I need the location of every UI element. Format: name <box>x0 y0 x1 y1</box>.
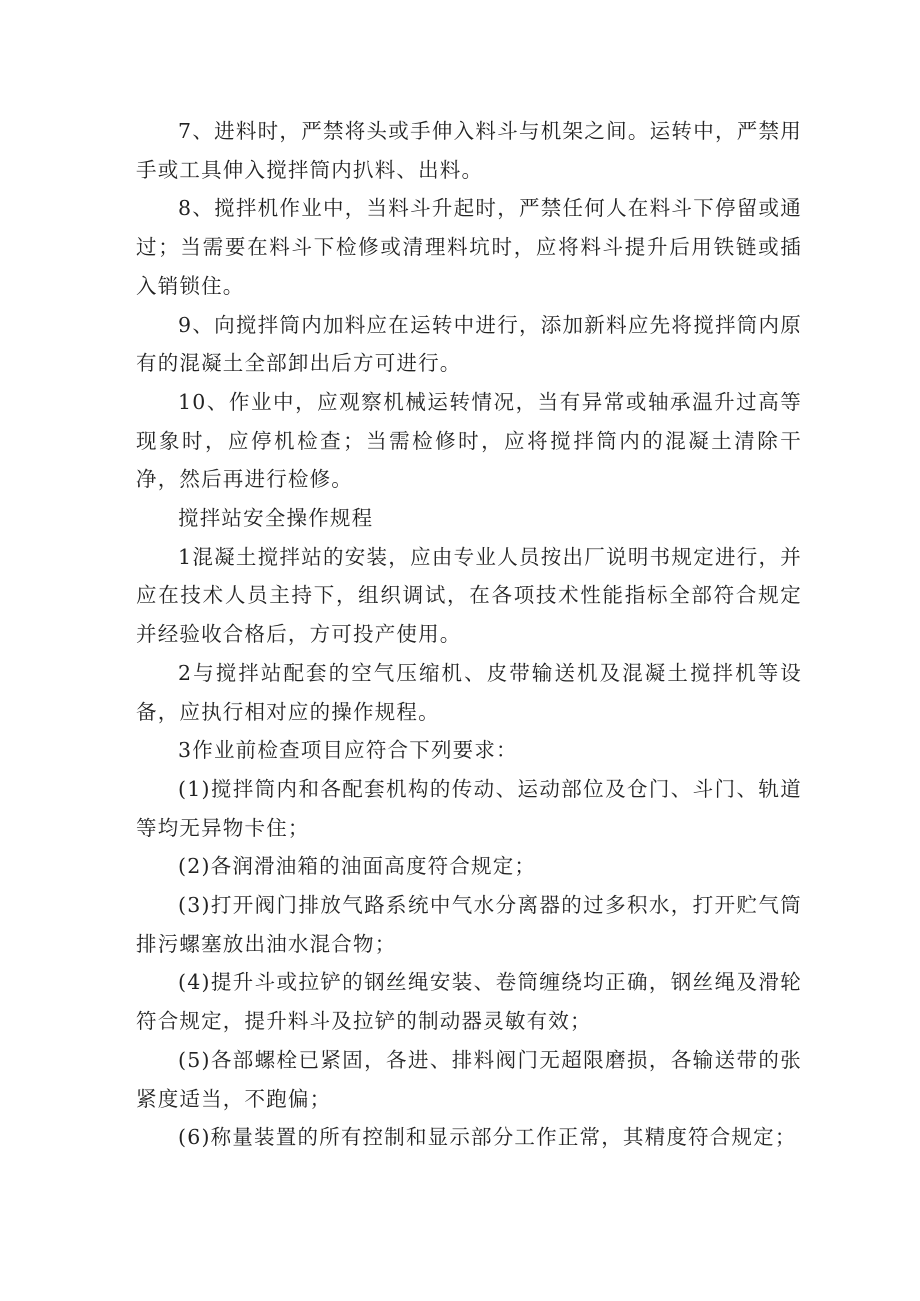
sub-item-3: (3)打开阀门排放气路系统中气水分离器的过多积水，打开贮气筒排污螺塞放出油水混合物； <box>136 893 802 956</box>
sub-item-2: (2)各润滑油箱的油面高度符合规定； <box>178 854 537 879</box>
sub-item-6: (6)称量装置的所有控制和显示部分工作正常，其精度符合规定； <box>178 1125 797 1150</box>
paragraph-item-8: 8、搅拌机作业中，当料斗升起时，严禁任何人在料斗下停留或通过；当需要在料斗下检修或清理料坑时，应将料斗提升后用铁链或插入销锁住。 <box>136 196 802 298</box>
paragraph-clause-1: 1混凝土搅拌站的安装，应由专业人员按出厂说明书规定进行，并应在技术人员主持下，组织调试，在各项技术性能指标全部符合规定并经验收合格后，方可投产使用。 <box>136 544 802 647</box>
sub-item-4: (4)提升斗或拉铲的钢丝绳安装、卷筒缠绕均正确，钢丝绳及滑轮符合规定，提升料斗及拉铲的制动器灵敏有效； <box>136 970 802 1034</box>
paragraph-item-9: 9、向搅拌筒内加料应在运转中进行，添加新料应先将搅拌筒内原有的混凝土全部卸出后方可进行。 <box>136 312 802 376</box>
paragraph-item-10: 10、作业中，应观察机械运转情况，当有异常或轴承温升过高等现象时，应停机检查；当需检修时，应将搅拌筒内的混凝土清除干净，然后再进行检修。 <box>136 389 802 492</box>
sub-item-5: (5)各部螺栓已紧固，各进、排料阀门无超限磨损，各输送带的张紧度适当，不跑偏； <box>136 1047 802 1111</box>
section-heading: 搅拌站安全操作规程 <box>178 506 374 531</box>
paragraph-clause-2: 2与搅拌站配套的空气压缩机、皮带输送机及混凝土搅拌机等设备，应执行相对应的操作规程。 <box>136 660 802 724</box>
sub-item-1: (1)搅拌筒内和各配套机构的传动、运动部位及仓门、斗门、轨道等均无异物卡住； <box>136 776 802 840</box>
paragraph-item-7: 7、进料时，严禁将头或手伸入料斗与机架之间。运转中，严禁用手或工具伸入搅拌筒内扒料、出料。 <box>136 119 802 182</box>
paragraph-clause-3: 3作业前检查项目应符合下列要求： <box>178 738 518 763</box>
document-body <box>136 112 802 1157</box>
